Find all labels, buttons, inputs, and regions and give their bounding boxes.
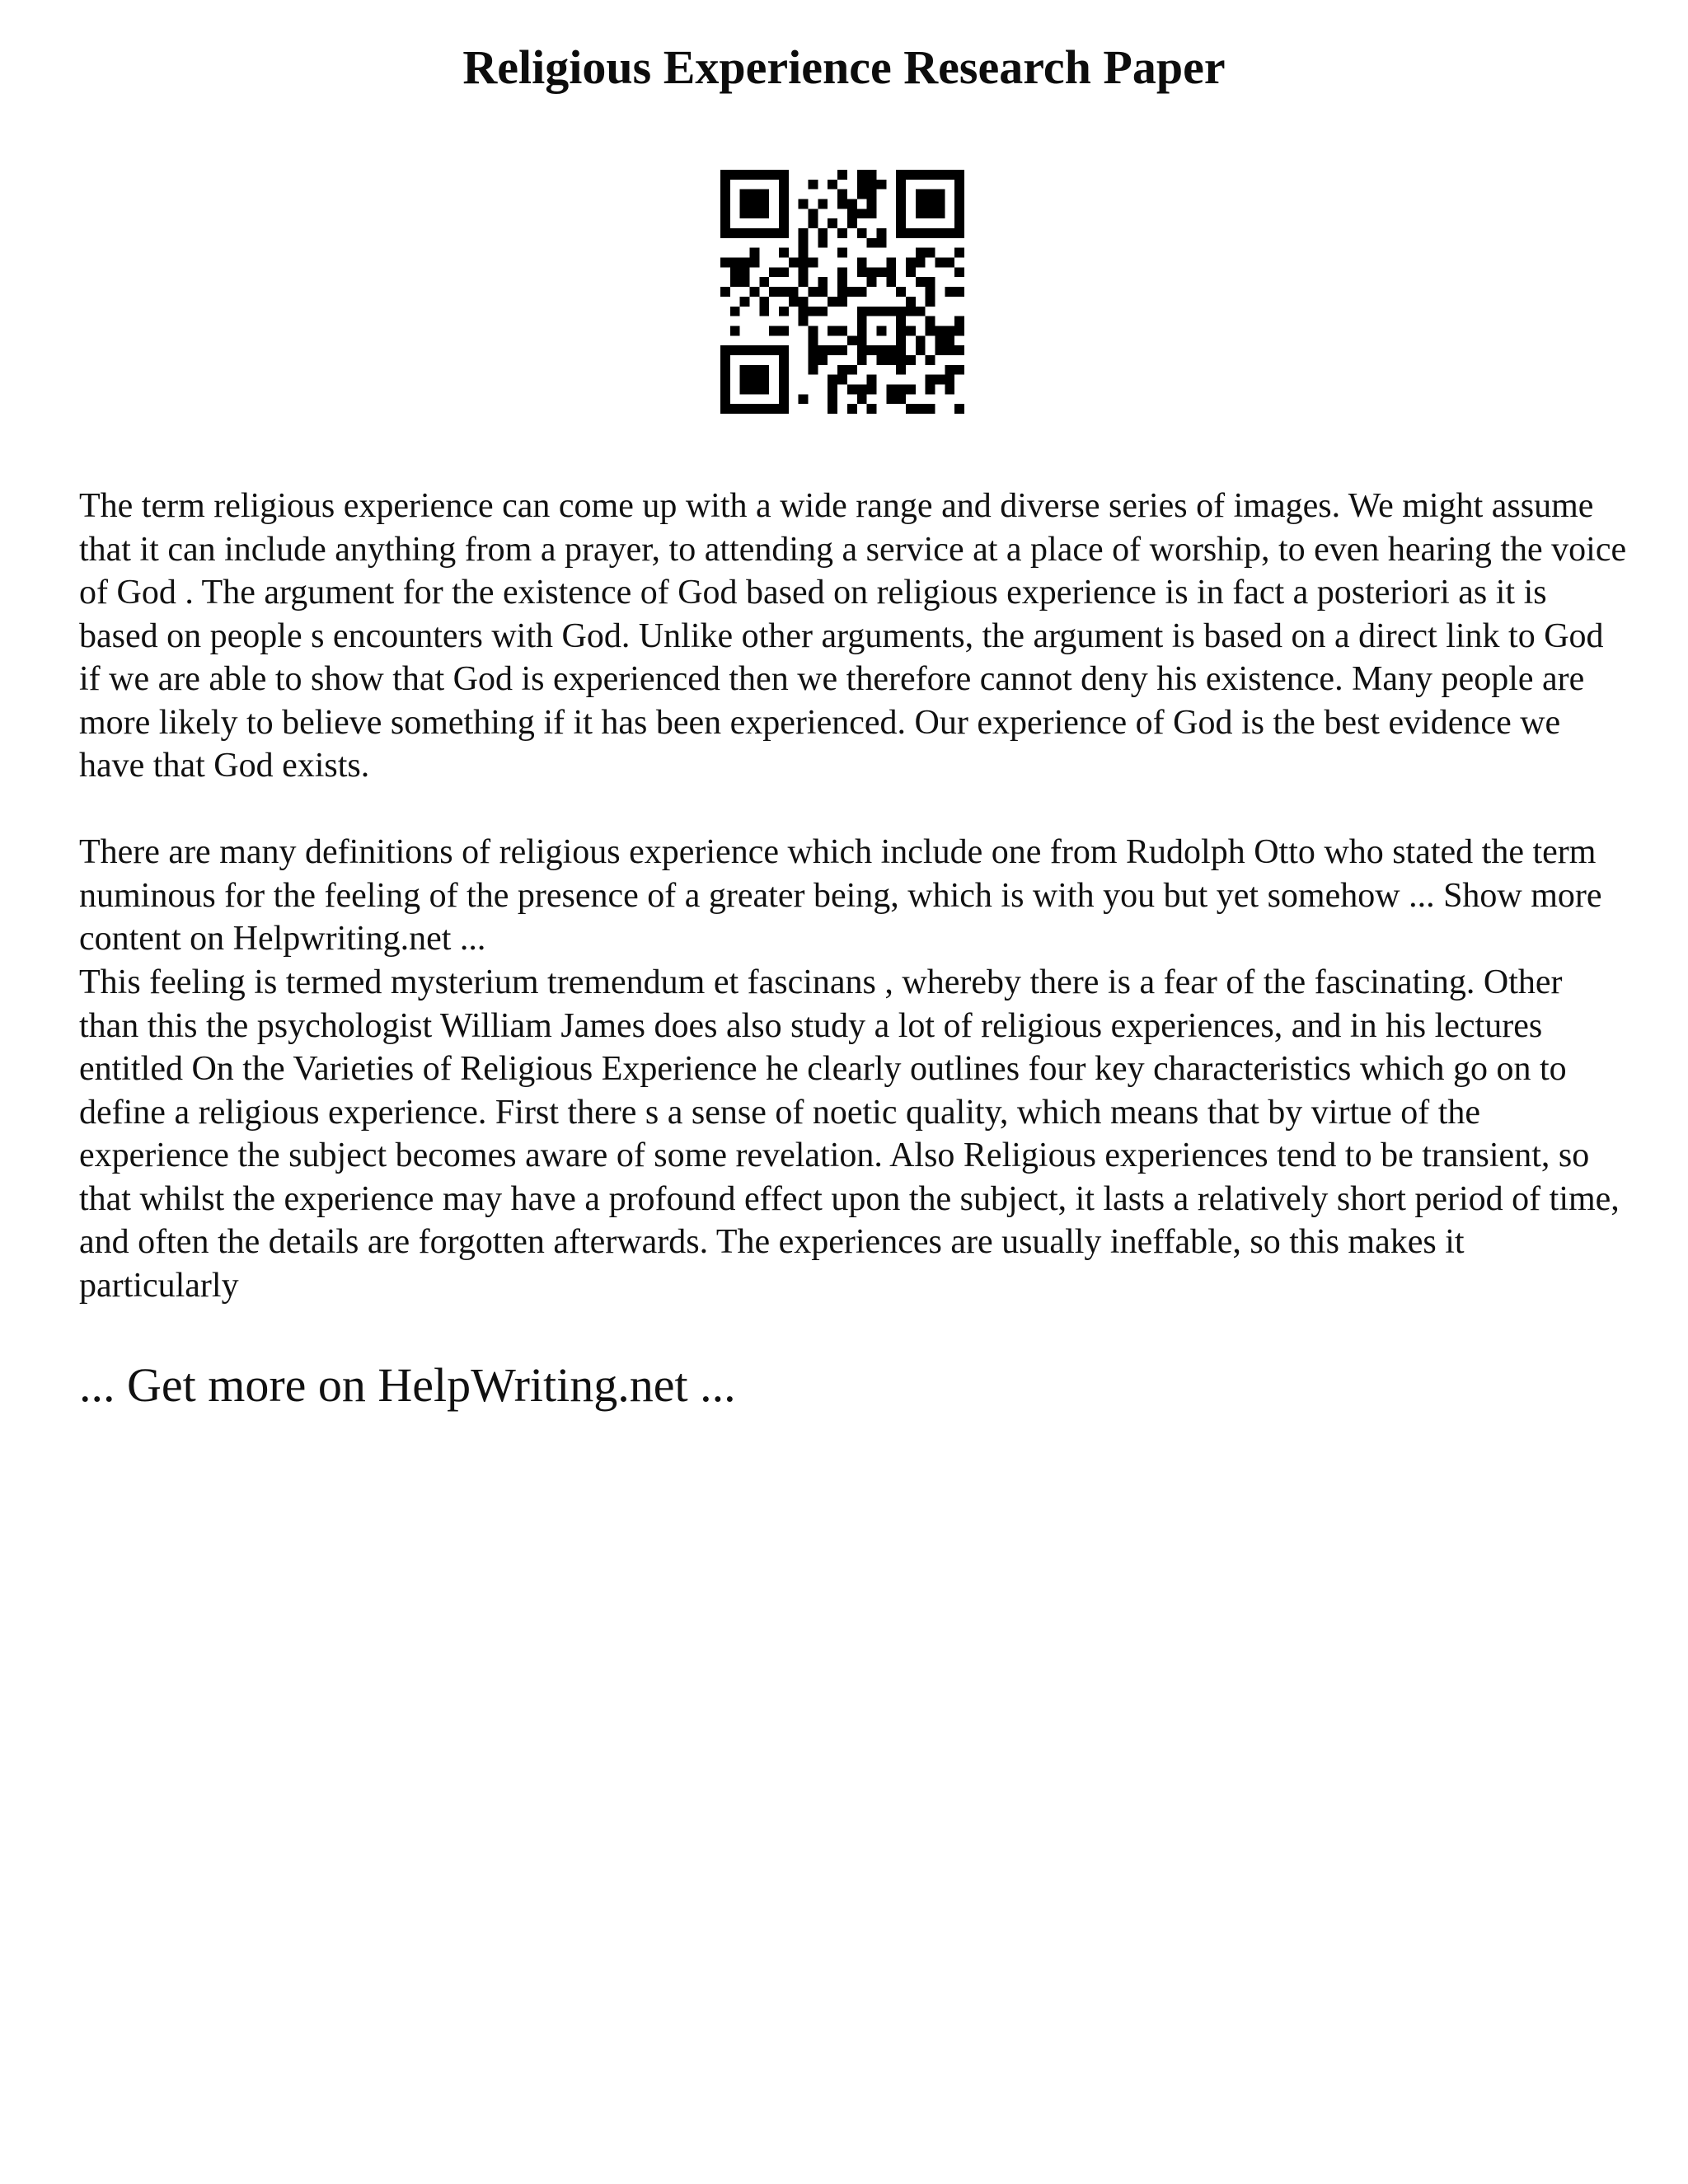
paragraph-intro: The term religious experience can come up with a wide range and diverse series of images. We might assume that it can include anything from a prayer, to attending a service at a place of worship, to even hearing the voice of God . The argument for the existence of God based on religious experience is in fact a posteriori as it is based on people s encounters with God. Unlike other arguments, the argument is based on a direct link to God if we are able to show that God is experienced then we therefore cannot deny his existence. Many people are more likely to believe something if it has been experienced. Our experience of God is the best evidence we have that God exists. <box>79 487 1627 785</box>
qr-code-icon[interactable] <box>720 170 964 414</box>
get-more-link[interactable]: ... Get more on HelpWriting.net ... <box>79 1358 736 1412</box>
document-title: Religious Experience Research Paper <box>462 40 1226 94</box>
paragraph-definitions: There are many definitions of religious experience which include one from Rudolph Otto who stated the term numinous for the feeling of the presence of a greater being, which is with you but yet somehow ... Show more content on Helpwriting.net ... <box>79 833 1602 958</box>
paragraph-characteristics: This feeling is termed mysterium tremendum et fascinans , whereby there is a fear of the fascinating. Other than this the psychologist William James does also study a lot of religious experiences, and in his lectures entitled On the Varieties of Religious Experience he clearly outlines four key characteristics which go on to define a religious experience. First there s a sense of noetic quality, which means that by virtue of the experience the subject becomes aware of some revelation. Also Religious experiences tend to be transient, so that whilst the experience may have a profound effect upon the subject, it lasts a relatively short period of time, and often the details are forgotten afterwards. The experiences are usually ineffable, so this makes it particularly <box>79 963 1620 1305</box>
